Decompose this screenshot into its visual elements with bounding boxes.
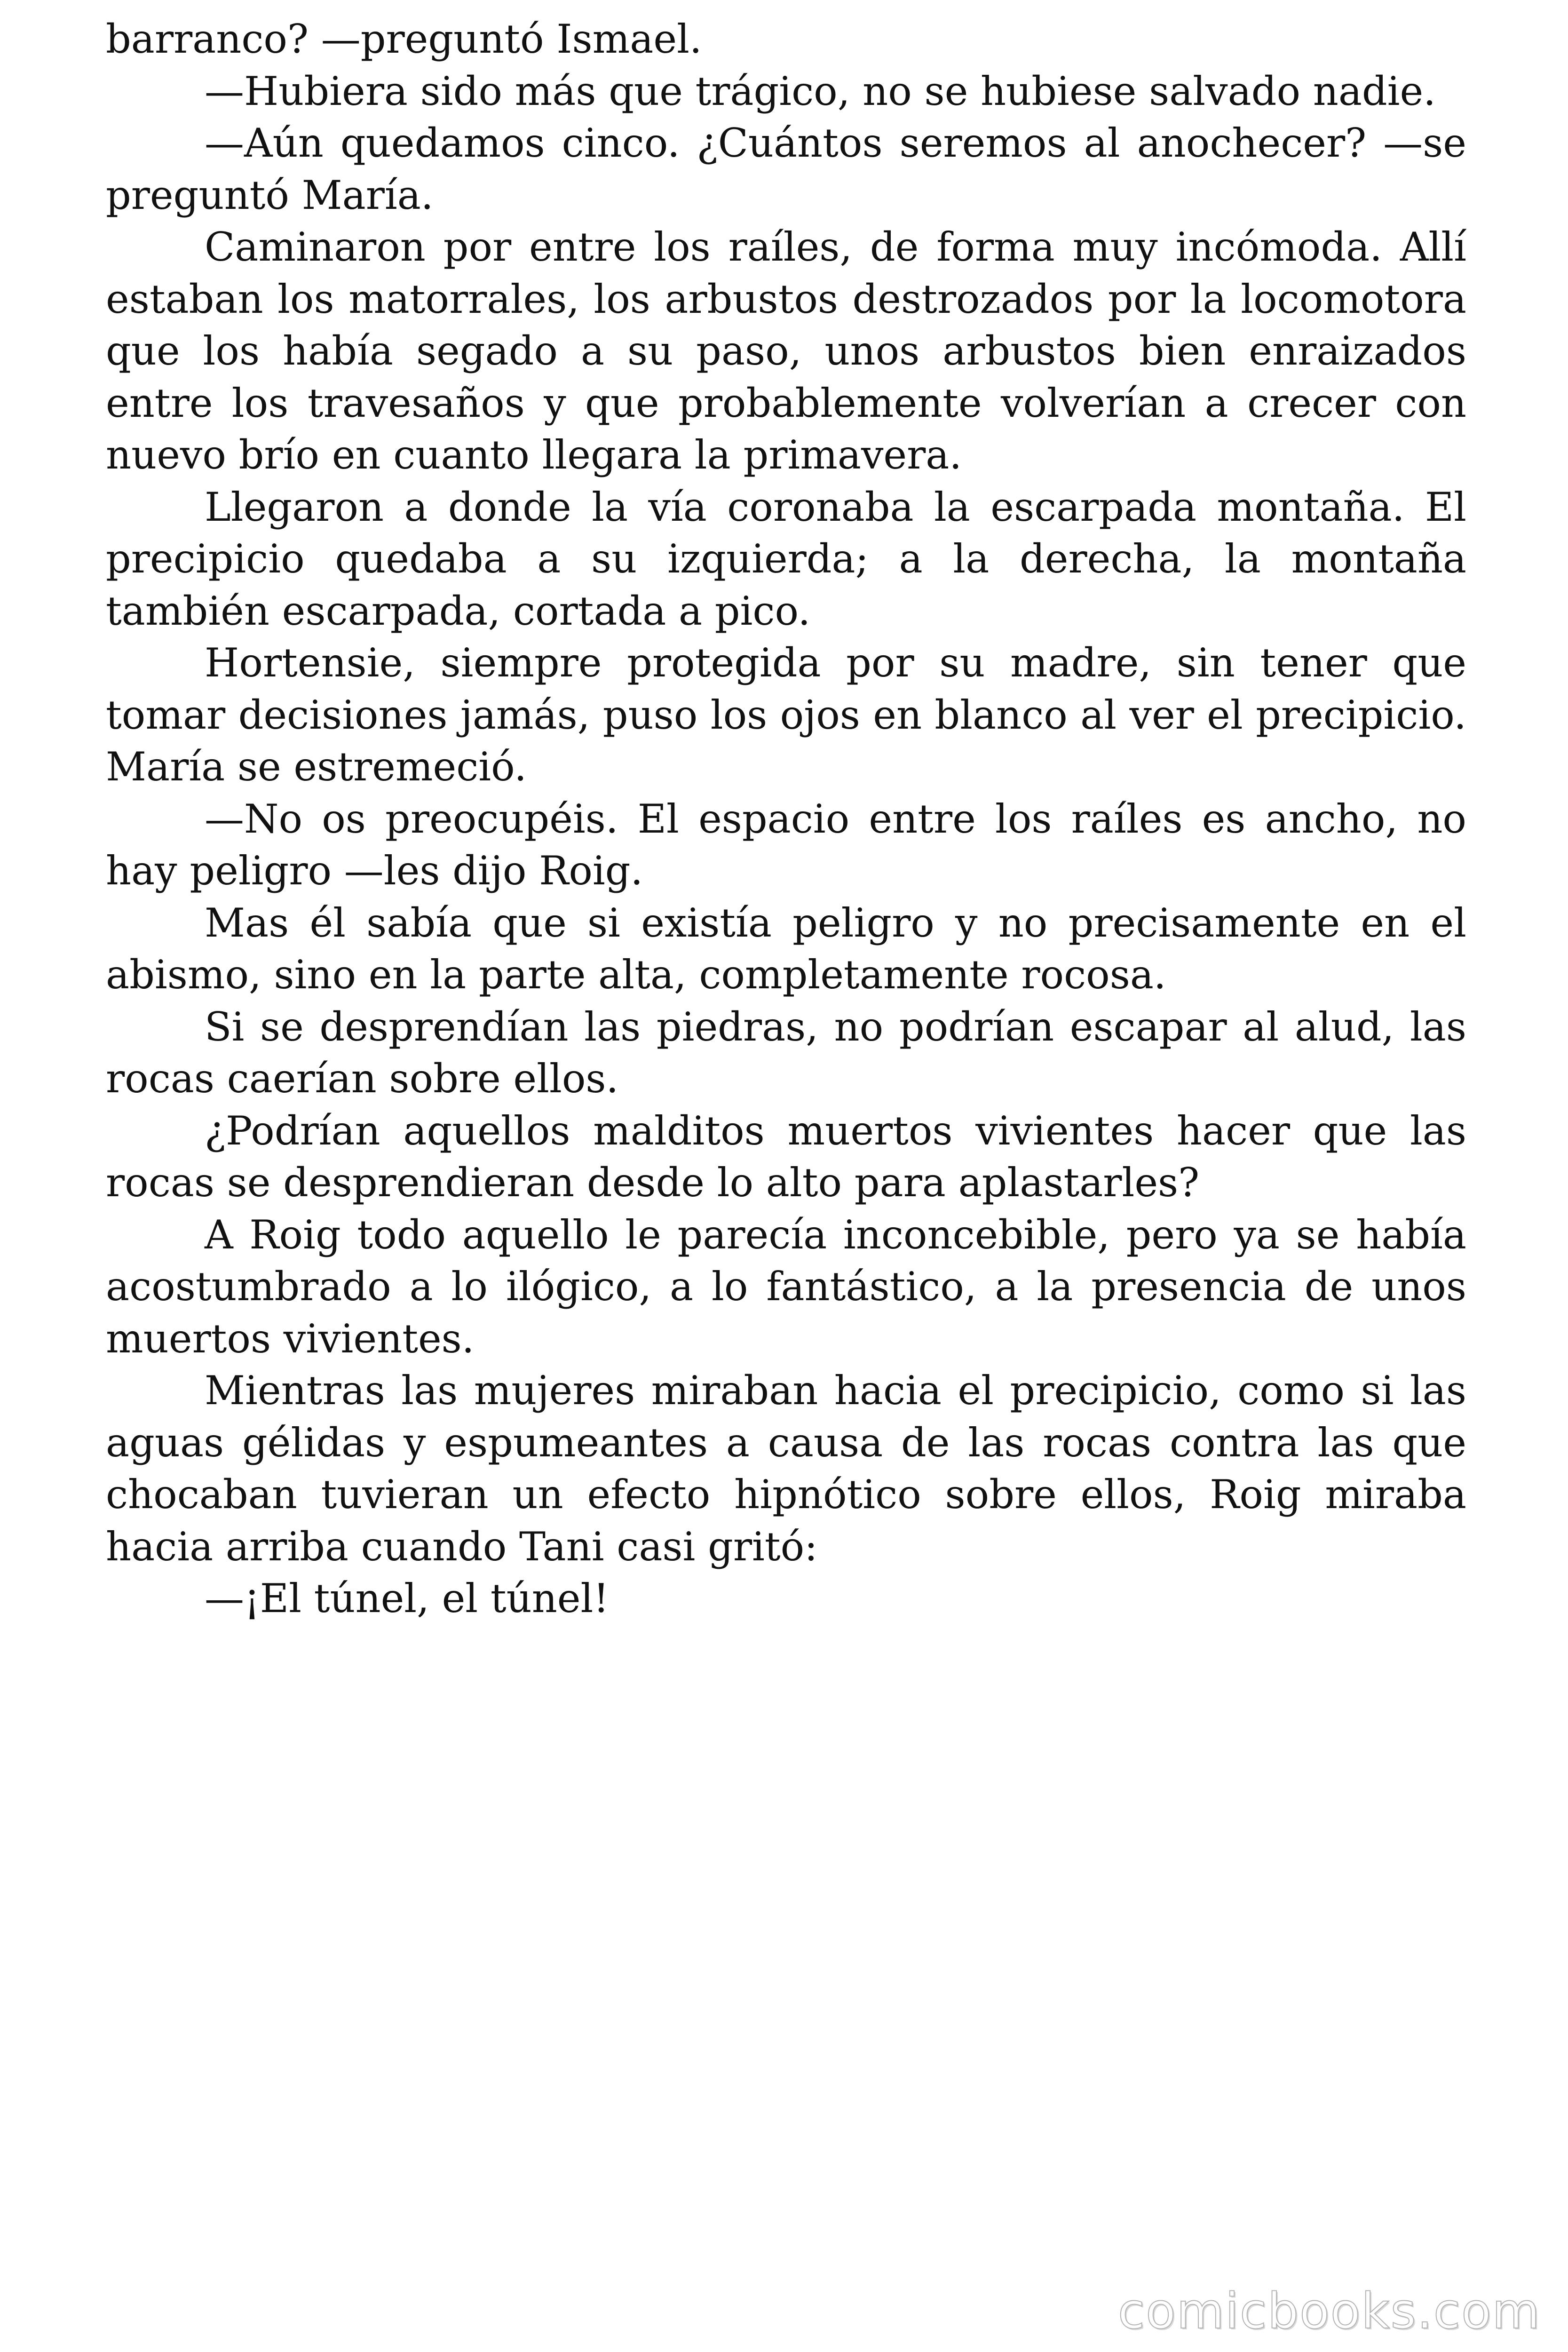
watermark-logo: comicbooks.com: [1117, 2282, 1541, 2340]
paragraph-7: —No os preocupéis. El espacio entre los raíles es ancho, no hay peligro —les dijo Roig.: [106, 795, 1466, 894]
paragraph-9: Si se desprendían las piedras, no podrían escapar al alud, las rocas caerían sobre ellos.: [106, 1003, 1466, 1102]
paragraph-4: Caminaron por entre los raíles, de forma muy incómoda. Allí estaban los matorrales, los arbustos destrozados por la locomotora que los había segado a su paso, unos arbustos bien enraizados entre los travesaños y que probablemente volverían a crecer con nuevo brío en cuanto llegara la primavera.: [106, 224, 1466, 478]
paragraph-8: Mas él sabía que si existía peligro y no precisamente en el abismo, sino en la parte alta, completamente rocosa.: [106, 899, 1466, 998]
paragraph-10: ¿Podrían aquellos malditos muertos vivientes hacer que las rocas se desprendieran desde lo alto para aplastarles?: [106, 1107, 1466, 1206]
paragraph-11: A Roig todo aquello le parecía inconcebible, pero ya se había acostumbrado a lo ilógico, a lo fantástico, a la presencia de unos muertos vivientes.: [106, 1211, 1466, 1362]
paragraph-1: barranco? —preguntó Ismael.: [106, 16, 702, 62]
paragraph-5: Llegaron a donde la vía coronaba la escarpada montaña. El precipicio quedaba a su izquierda; a la derecha, la montaña también escarpada, cortada a pico.: [106, 484, 1466, 634]
paragraph-6: Hortensie, siempre protegida por su madre, sin tener que tomar decisiones jamás, puso los ojos en blanco al ver el precipicio. María se estremeció.: [106, 640, 1466, 790]
book-page-text: [106, 13, 1466, 1625]
paragraph-12: Mientras las mujeres miraban hacia el precipicio, como si las aguas gélidas y espumeantes a causa de las rocas contra las que chocaban tuvieran un efecto hipnótico sobre ellos, Roig miraba hacia arriba cuando Tani casi gritó:: [106, 1367, 1466, 1570]
paragraph-2: —Hubiera sido más que trágico, no se hubiese salvado nadie.: [205, 68, 1436, 114]
paragraph-3: —Aún quedamos cinco. ¿Cuántos seremos al anochecer? —se preguntó María.: [106, 120, 1466, 218]
paragraph-13: —¡El túnel, el túnel!: [205, 1575, 610, 1621]
